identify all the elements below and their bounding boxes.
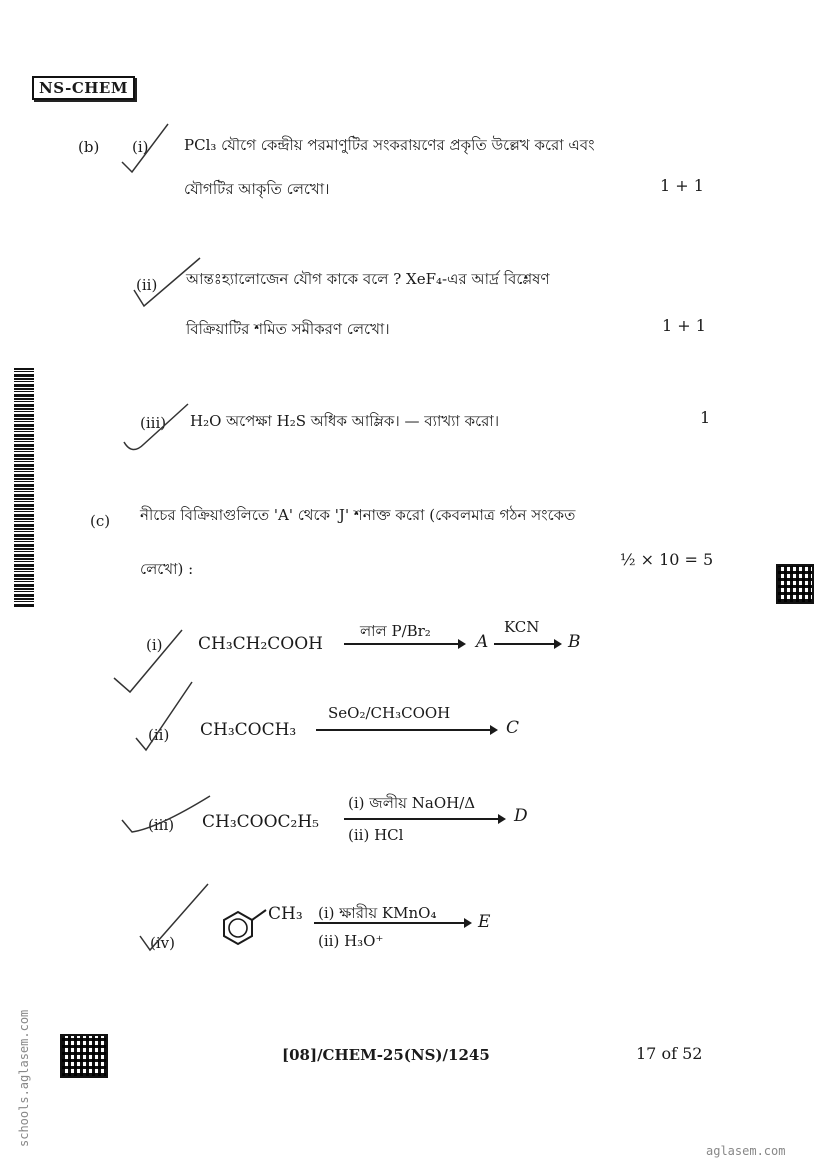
reaction-ii-product-c: C (506, 718, 520, 738)
b-iii-line1: H₂O অপেক্ষা H₂S অধিক আম্লিক। — ব্যাখ্যা করো। (190, 412, 500, 430)
reaction-iii-number: (iii) (148, 816, 175, 834)
reaction-i-arrow1 (344, 643, 464, 645)
benzene-ring (224, 912, 252, 944)
reaction-iv-number: (iv) (150, 934, 175, 952)
b-ii-marks: 1 + 1 (662, 316, 706, 335)
b-iii-number: (iii) (140, 414, 167, 432)
reaction-iii-reagent-bottom: (ii) HCl (348, 826, 404, 844)
b-i-marks: 1 + 1 (660, 176, 704, 195)
benzene-ring-circle (229, 919, 247, 937)
reaction-i-reagent2: KCN (504, 618, 540, 636)
reaction-ii-reactant: CH₃COCH₃ (200, 720, 297, 740)
b-ii-line2: বিক্রিয়াটির শমিত সমীকরণ লেখো। (186, 320, 390, 338)
footer-paper-code: [08]/CHEM-25(NS)/1245 (282, 1046, 490, 1064)
reaction-i-product-b: B (568, 632, 581, 652)
c-marks: ½ × 10 = 5 (620, 550, 714, 569)
b-i-line2: যৌগটির আকৃতি লেখো। (184, 180, 330, 198)
reaction-iv-arrow (314, 922, 470, 924)
footer-page-number: 17 of 52 (636, 1044, 703, 1063)
reaction-ii-number: (ii) (148, 726, 170, 744)
b-ii-number: (ii) (136, 276, 158, 294)
check-mark-icon (130, 676, 200, 756)
reaction-iii-arrow (344, 818, 504, 820)
qr-code-right (776, 564, 814, 604)
reaction-iv-product-e: E (478, 912, 491, 932)
reaction-i-arrow2 (494, 643, 560, 645)
paper-code-tag: NS-CHEM (32, 76, 135, 100)
check-mark-icon (110, 620, 190, 700)
reaction-iii-reactant: CH₃COOC₂H₅ (202, 812, 319, 832)
methyl-bond (252, 910, 266, 920)
reaction-iv-substituent: CH₃ (268, 904, 303, 924)
section-b-label: (b) (78, 138, 100, 156)
reaction-ii-reagent: SeO₂/CH₃COOH (328, 704, 451, 722)
c-line1: নীচের বিক্রিয়াগুলিতে 'A' থেকে 'J' শনাক্ত করো (কেবলমাত্র গঠন সংকেত (140, 506, 576, 524)
reaction-iii-reagent-top: (i) জলীয় NaOH/Δ (348, 794, 476, 812)
b-i-line1: PCl₃ যৌগে কেন্দ্রীয় পরমাণুটির সংকরায়ণের প্রকৃতি উল্লেখ করো এবং (184, 136, 595, 154)
reaction-iv-reagent-top: (i) ক্ষারীয় KMnO₄ (318, 904, 437, 922)
qr-code-bottom (60, 1034, 108, 1078)
reaction-iv-reagent-bottom: (ii) H₃O⁺ (318, 932, 384, 950)
b-ii-line1: আন্তঃহ্যালোজেন যৌগ কাকে বলে ? XeF₄-এর আর্দ্র বিশ্লেষণ (186, 270, 550, 288)
reaction-ii-arrow (316, 729, 496, 731)
b-iii-marks: 1 (700, 408, 711, 427)
corner-watermark: aglasem.com (706, 1144, 786, 1158)
c-line2: লেখো) : (140, 560, 194, 578)
reaction-iii-product-d: D (514, 806, 528, 826)
reaction-i-number: (i) (146, 636, 163, 654)
section-c-label: (c) (90, 512, 111, 530)
b-i-number: (i) (132, 138, 149, 156)
reaction-i-reagent: লাল P/Br₂ (360, 622, 431, 640)
reaction-i-product-a: A (476, 632, 489, 652)
side-barcode (14, 368, 34, 608)
reaction-i-reactant: CH₃CH₂COOH (198, 634, 324, 654)
side-watermark: schools.aglasem.com (17, 1009, 31, 1147)
